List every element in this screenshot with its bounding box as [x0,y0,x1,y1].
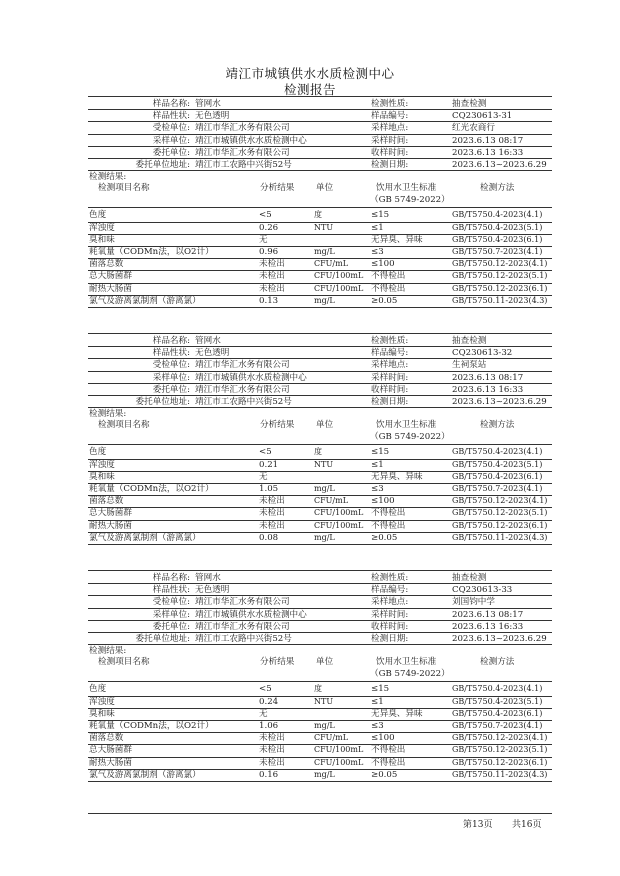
table-row-rule [88,307,552,308]
info-row-rule [88,644,552,645]
cell-standard: 无异臭、异味 [371,708,423,719]
col-header-method: 检测方法 [480,183,515,194]
cell-method: GB/T5750.11-2023(4.3) [452,769,548,779]
cell-item: 色度 [89,447,107,458]
cell-item: 菌落总数 [89,733,124,744]
col-header-standard-sub: （GB 5749-2022） [370,195,450,206]
cell-unit: CFU/mL [314,259,349,269]
info-label-sampling-site: 采样地点: [371,123,409,134]
cell-result: 未检出 [259,259,285,270]
info-label-test-date: 检测日期: [371,160,409,170]
info-label-sample-name: 样品名称: [152,99,190,109]
info-value-sample-no: CQ230613-33 [452,585,513,596]
info-label-sampling-time: 采样时间: [371,609,409,620]
info-value-commission-unit: 靖江市华汇水务有限公司 [195,384,290,395]
info-value-sampling-unit: 靖江市城镇供水水质检测中心 [195,609,307,620]
col-header-method: 检测方法 [480,420,515,431]
info-label-test-date: 检测日期: [371,397,409,407]
info-label-sample-state: 样品性状: [152,111,190,122]
cell-unit: 度 [314,447,322,457]
info-value-client-address: 靖江市工农路中兴街52号 [195,634,292,644]
cell-unit: mg/L [314,769,335,779]
cell-unit: mg/L [314,484,335,493]
cell-item: 总大肠菌群 [89,745,132,756]
cell-result: 0.96 [259,247,279,257]
cell-result: 0.16 [259,769,279,780]
section-top-rule [88,570,552,571]
info-label-test-nature: 检测性质: [371,99,409,109]
info-label-receive-time: 收样时间: [371,384,409,395]
cell-result: 无 [259,708,268,719]
info-label-client-unit: 受检单位: [152,123,190,134]
info-label-commission-unit: 委托单位: [152,621,190,632]
cell-item: 氯气及游离氯制剂（游离氯） [89,532,201,543]
col-header-unit: 单位 [316,183,334,194]
info-value-sample-name: 管网水 [195,336,221,346]
report-org-title: 靖江市城镇供水水质检测中心 [225,66,395,81]
info-label-sampling-time: 采样时间: [371,135,409,146]
info-value-sampling-site: 刘国钧中学 [452,597,495,608]
cell-standard: 不得检出 [371,283,406,294]
cell-item: 臭和味 [89,708,115,719]
table-header-rule [88,681,552,682]
info-row-rule [88,407,552,408]
cell-item: 菌落总数 [89,496,124,507]
cell-standard: ≤1 [371,696,384,707]
col-header-standard-sub: （GB 5749-2022） [370,432,450,443]
info-label-test-nature: 检测性质: [371,573,409,583]
info-label-sampling-unit: 采样单位: [152,609,190,620]
cell-method: GB/T5750.12-2023(5.1) [452,508,548,518]
cell-item: 耗氧量（CODMn法，以O2计） [89,721,214,731]
cell-result: 0.26 [259,222,279,233]
cell-result: 未检出 [259,283,285,294]
info-value-sample-state: 无色透明 [195,348,230,359]
cell-standard: ≥0.05 [371,769,398,780]
cell-item: 臭和味 [89,471,115,482]
info-label-sampling-unit: 采样单位: [152,372,190,383]
info-label-sample-no: 样品编号: [371,111,409,122]
col-header-unit: 单位 [316,657,334,668]
cell-standard: ≤3 [371,247,384,257]
table-header-rule [88,444,552,445]
info-label-sample-no: 样品编号: [371,585,409,596]
cell-item: 耗氧量（CODMn法，以O2计） [89,484,214,494]
cell-item: 色度 [89,210,107,221]
cell-result: 未检出 [259,745,285,756]
info-value-sample-name: 管网水 [195,573,221,583]
col-header-method: 检测方法 [480,657,515,668]
info-label-client-address: 委托单位地址: [135,634,190,644]
info-value-sampling-time: 2023.6.13 08:17 [452,609,524,620]
cell-method: GB/T5750.12-2023(6.1) [452,520,548,530]
cell-item: 耐热大肠菌 [89,283,132,294]
cell-unit: CFU/100mL [314,745,364,755]
cell-result: 无 [259,471,268,482]
cell-item: 总大肠菌群 [89,271,132,282]
info-label-client-address: 委托单位地址: [135,397,190,407]
cell-result: 无 [259,234,268,245]
info-value-sampling-time: 2023.6.13 08:17 [452,372,524,383]
cell-method: GB/T5750.12-2023(4.1) [452,259,548,269]
cell-standard: ≤15 [371,210,390,221]
info-label-commission-unit: 委托单位: [152,384,190,395]
cell-unit: NTU [314,696,334,706]
info-value-sample-no: CQ230613-31 [452,111,513,122]
col-header-result: 分析结果 [260,657,295,668]
info-label-sampling-time: 采样时间: [371,372,409,383]
cell-standard: ≤1 [371,222,384,233]
info-label-sample-state: 样品性状: [152,348,190,359]
table-row-rule [88,544,552,545]
cell-unit: mg/L [314,295,335,305]
cell-unit: 度 [314,684,322,694]
cell-standard: ≤3 [371,721,384,731]
cell-standard: ≤15 [371,447,390,458]
col-header-item: 检测项目名称 [98,657,150,668]
cell-item: 总大肠菌群 [89,508,132,519]
info-value-client-unit: 靖江市华汇水务有限公司 [195,360,290,371]
cell-result: <5 [259,447,272,458]
info-value-commission-unit: 靖江市华汇水务有限公司 [195,147,290,158]
cell-result: 未检出 [259,508,285,519]
col-header-standard: 饮用水卫生标准 [376,183,437,194]
cell-unit: mg/L [314,532,335,542]
cell-unit: CFU/mL [314,496,349,506]
cell-result: 未检出 [259,733,285,744]
section-top-rule [88,333,552,334]
cell-item: 浑浊度 [89,222,115,233]
info-value-client-address: 靖江市工农路中兴街52号 [195,397,292,407]
cell-unit: NTU [314,222,334,232]
cell-item: 耐热大肠菌 [89,757,132,768]
cell-unit: CFU/100mL [314,283,364,293]
cell-method: GB/T5750.7-2023(4.1) [452,247,543,256]
cell-method: GB/T5750.4-2023(5.1) [452,696,543,706]
cell-method: GB/T5750.7-2023(4.1) [452,484,543,493]
cell-unit: CFU/100mL [314,757,364,767]
info-value-sample-state: 无色透明 [195,585,230,596]
cell-item: 氯气及游离氯制剂（游离氯） [89,295,201,306]
cell-standard: ≥0.05 [371,295,398,306]
footer-rule [88,813,552,814]
cell-method: GB/T5750.12-2023(6.1) [452,283,548,293]
info-value-sampling-time: 2023.6.13 08:17 [452,135,524,146]
info-value-test-date: 2023.6.13~2023.6.29 [452,160,547,170]
cell-method: GB/T5750.4-2023(6.1) [452,234,543,244]
info-label-receive-time: 收样时间: [371,147,409,158]
cell-method: GB/T5750.4-2023(4.1) [452,447,543,457]
cell-item: 氯气及游离氯制剂（游离氯） [89,769,201,780]
info-value-client-unit: 靖江市华汇水务有限公司 [195,597,290,608]
cell-result: 0.21 [259,459,279,470]
info-label-receive-time: 收样时间: [371,621,409,632]
table-row-rule [88,781,552,782]
cell-result: 未检出 [259,271,285,282]
table-header-rule [88,207,552,208]
cell-method: GB/T5750.12-2023(4.1) [452,733,548,743]
cell-result: <5 [259,684,272,695]
cell-unit: mg/L [314,721,335,730]
info-label-commission-unit: 委托单位: [152,147,190,158]
info-value-receive-time: 2023.6.13 16:33 [452,384,524,395]
info-value-sampling-unit: 靖江市城镇供水水质检测中心 [195,372,307,383]
info-value-sample-state: 无色透明 [195,111,230,122]
info-value-client-unit: 靖江市华汇水务有限公司 [195,123,290,134]
cell-standard: ≤3 [371,484,384,494]
cell-unit: NTU [314,459,334,469]
info-label-client-unit: 受检单位: [152,360,190,371]
page-number: 第13页 [463,820,493,830]
cell-result: 0.24 [259,696,279,707]
info-label-test-date: 检测日期: [371,634,409,644]
cell-standard: 无异臭、异味 [371,471,423,482]
info-label-client-address: 委托单位地址: [135,160,190,170]
cell-standard: ≤15 [371,684,390,695]
info-value-sample-name: 管网水 [195,99,221,109]
col-header-result: 分析结果 [260,420,295,431]
cell-result: 未检出 [259,520,285,531]
col-header-standard: 饮用水卫生标准 [376,657,437,668]
cell-item: 耗氧量（CODMn法，以O2计） [89,247,214,257]
info-label-sample-name: 样品名称: [152,336,190,346]
cell-standard: ≤100 [371,259,395,270]
cell-item: 臭和味 [89,234,115,245]
info-value-sampling-site: 红光农商行 [452,123,495,134]
info-value-test-nature: 抽查检测 [452,573,487,583]
cell-unit: CFU/100mL [314,508,364,518]
info-value-test-date: 2023.6.13~2023.6.29 [452,397,547,407]
cell-standard: 不得检出 [371,757,406,768]
cell-result: 1.05 [259,484,279,494]
cell-standard: 不得检出 [371,271,406,282]
results-label: 检测结果: [89,646,127,657]
cell-standard: ≤100 [371,496,395,507]
cell-standard: 不得检出 [371,508,406,519]
cell-item: 菌落总数 [89,259,124,270]
info-value-test-nature: 抽查检测 [452,99,487,109]
info-label-sample-no: 样品编号: [371,348,409,359]
cell-result: <5 [259,210,272,221]
info-label-sampling-site: 采样地点: [371,360,409,371]
col-header-standard: 饮用水卫生标准 [376,420,437,431]
results-label: 检测结果: [89,409,127,420]
cell-method: GB/T5750.4-2023(4.1) [452,210,543,220]
cell-method: GB/T5750.4-2023(6.1) [452,708,543,718]
cell-method: GB/T5750.7-2023(4.1) [452,721,543,730]
page-total: 共16页 [512,820,542,830]
cell-method: GB/T5750.12-2023(4.1) [452,496,548,506]
cell-method: GB/T5750.12-2023(6.1) [452,757,548,767]
cell-unit: CFU/100mL [314,520,364,530]
info-row-rule [88,170,552,171]
info-value-test-date: 2023.6.13~2023.6.29 [452,634,547,644]
cell-unit: 度 [314,210,322,220]
cell-standard: ≤100 [371,733,395,744]
col-header-item: 检测项目名称 [98,420,150,431]
cell-method: GB/T5750.12-2023(5.1) [452,271,548,281]
info-label-client-unit: 受检单位: [152,597,190,608]
cell-unit: CFU/mL [314,733,349,743]
info-label-sample-state: 样品性状: [152,585,190,596]
info-label-sampling-site: 采样地点: [371,597,409,608]
info-label-test-nature: 检测性质: [371,336,409,346]
col-header-item: 检测项目名称 [98,183,150,194]
cell-method: GB/T5750.4-2023(4.1) [452,684,543,694]
cell-result: 1.06 [259,721,279,731]
cell-standard: 无异臭、异味 [371,234,423,245]
cell-result: 未检出 [259,757,285,768]
cell-result: 0.13 [259,295,279,306]
results-label: 检测结果: [89,172,127,183]
cell-item: 浑浊度 [89,459,115,470]
section-top-rule [88,96,552,97]
info-label-sampling-unit: 采样单位: [152,135,190,146]
cell-method: GB/T5750.4-2023(5.1) [452,459,543,469]
info-value-sampling-site: 生祠泵站 [452,360,487,371]
cell-standard: ≥0.05 [371,532,398,543]
cell-result: 0.08 [259,532,279,543]
cell-method: GB/T5750.12-2023(5.1) [452,745,548,755]
info-value-sample-no: CQ230613-32 [452,348,513,359]
col-header-standard-sub: （GB 5749-2022） [370,669,450,680]
cell-item: 浑浊度 [89,696,115,707]
cell-unit: mg/L [314,247,335,256]
cell-item: 色度 [89,684,107,695]
cell-method: GB/T5750.11-2023(4.3) [452,295,548,305]
info-value-client-address: 靖江市工农路中兴街52号 [195,160,292,170]
cell-result: 未检出 [259,496,285,507]
cell-standard: 不得检出 [371,520,406,531]
info-value-receive-time: 2023.6.13 16:33 [452,147,524,158]
cell-method: GB/T5750.4-2023(5.1) [452,222,543,232]
col-header-unit: 单位 [316,420,334,431]
info-label-sample-name: 样品名称: [152,573,190,583]
info-value-sampling-unit: 靖江市城镇供水水质检测中心 [195,135,307,146]
report-subtitle: 检测报告 [283,82,336,97]
col-header-result: 分析结果 [260,183,295,194]
cell-method: GB/T5750.4-2023(6.1) [452,471,543,481]
cell-item: 耐热大肠菌 [89,520,132,531]
cell-method: GB/T5750.11-2023(4.3) [452,532,548,542]
cell-standard: ≤1 [371,459,384,470]
cell-standard: 不得检出 [371,745,406,756]
info-value-test-nature: 抽查检测 [452,336,487,346]
cell-unit: CFU/100mL [314,271,364,281]
info-value-commission-unit: 靖江市华汇水务有限公司 [195,621,290,632]
info-value-receive-time: 2023.6.13 16:33 [452,621,524,632]
